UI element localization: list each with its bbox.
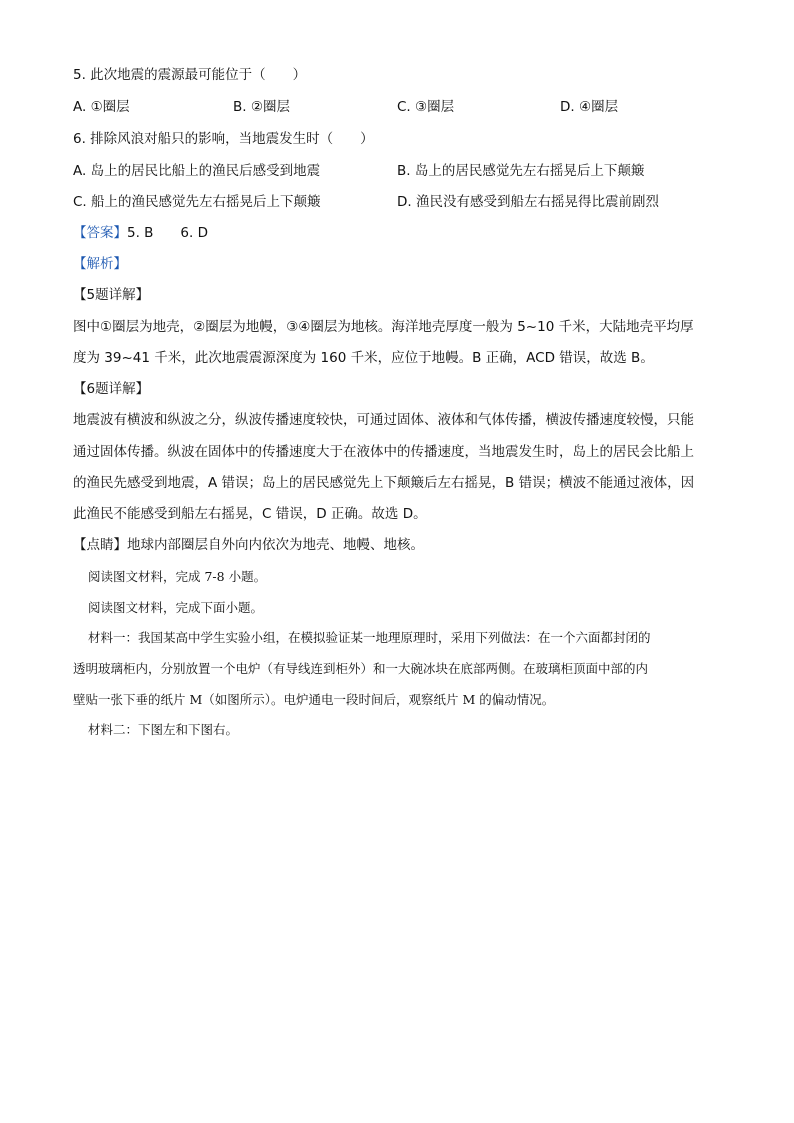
tip-tag: 【点睛】 <box>73 537 127 553</box>
q5-option-b: B. ②圈层 <box>233 99 290 115</box>
detail-5-line-2: 度为 39~41 千米，此次地震震源深度为 160 千米，应位于地幔。B 正确，ACD 错误，故选 B。 <box>73 350 654 366</box>
question-5-stem: 5. 此次地震的震源最可能位于（ ） <box>73 67 307 83</box>
q5-option-c: C. ③圈层 <box>397 99 455 115</box>
q6-option-c: C. 船上的渔民感觉先左右摇晃后上下颠簸 <box>73 194 321 210</box>
reading-instruction-1: 阅读图文材料，完成 7-8 小题。 <box>88 569 267 584</box>
q6-option-a: A. 岛上的居民比船上的渔民后感受到地震 <box>73 163 321 179</box>
detail-6-line-3: 的渔民先感受到地震，A 错误；岛上的居民感觉先上下颠簸后左右摇晃，B 错误；横波不能通过液体，因 <box>73 475 695 491</box>
detail-6-line-2: 通过固体传播。纵波在固体中的传播速度大于在液体中的传播速度，当地震发生时，岛上的居民会比船上 <box>73 444 694 460</box>
detail-5-tag: 【5题详解】 <box>73 287 150 303</box>
reading-instruction-2: 阅读图文材料，完成下面小题。 <box>88 600 264 615</box>
tip-text: 地球内部圈层自外向内依次为地壳、地幔、地核。 <box>127 537 424 553</box>
q5-option-d: D. ④圈层 <box>560 99 619 115</box>
material-1-line-2: 透明玻璃柜内，分别放置一个电炉（有导线连到柜外）和一大碗冰块在底部两侧。在玻璃柜顶面中部的内 <box>73 661 649 676</box>
analysis-tag: 【解析】 <box>73 256 127 272</box>
material-1-line-1: 材料一：我国某高中学生实验小组，在模拟验证某一地理原理时，采用下列做法：在一个六面都封闭的 <box>88 630 651 645</box>
question-6-stem: 6. 排除风浪对船只的影响，当地震发生时（ ） <box>73 131 374 147</box>
tip-line <box>73 535 424 555</box>
q6-option-d: D. 渔民没有感受到船左右摇晃得比震前剧烈 <box>397 194 659 210</box>
material-1-line-3: 壁贴一张下垂的纸片 M（如图所示）。电炉通电一段时间后，观察纸片 M 的偏动情况。 <box>73 692 555 707</box>
detail-6-line-4: 此渔民不能感受到船左右摇晃，C 错误，D 正确。故选 D。 <box>73 506 427 522</box>
q6-option-b: B. 岛上的居民感觉先左右摇晃后上下颠簸 <box>397 163 645 179</box>
detail-5-line-1: 图中①圈层为地壳，②圈层为地幔，③④圈层为地核。海洋地壳厚度一般为 5~10 千米，大陆地壳平均厚 <box>73 319 694 335</box>
answer-text: 5. B 6. D <box>127 225 208 241</box>
answer-tag: 【答案】 <box>73 225 127 241</box>
detail-6-line-1: 地震波有横波和纵波之分，纵波传播速度较快，可通过固体、液体和气体传播，横波传播速度较慢，只能 <box>73 412 694 428</box>
q5-option-a: A. ①圈层 <box>73 99 130 115</box>
material-2-line: 材料二：下图左和下图右。 <box>88 722 239 737</box>
detail-6-tag: 【6题详解】 <box>73 381 150 397</box>
answer-line <box>73 223 208 243</box>
